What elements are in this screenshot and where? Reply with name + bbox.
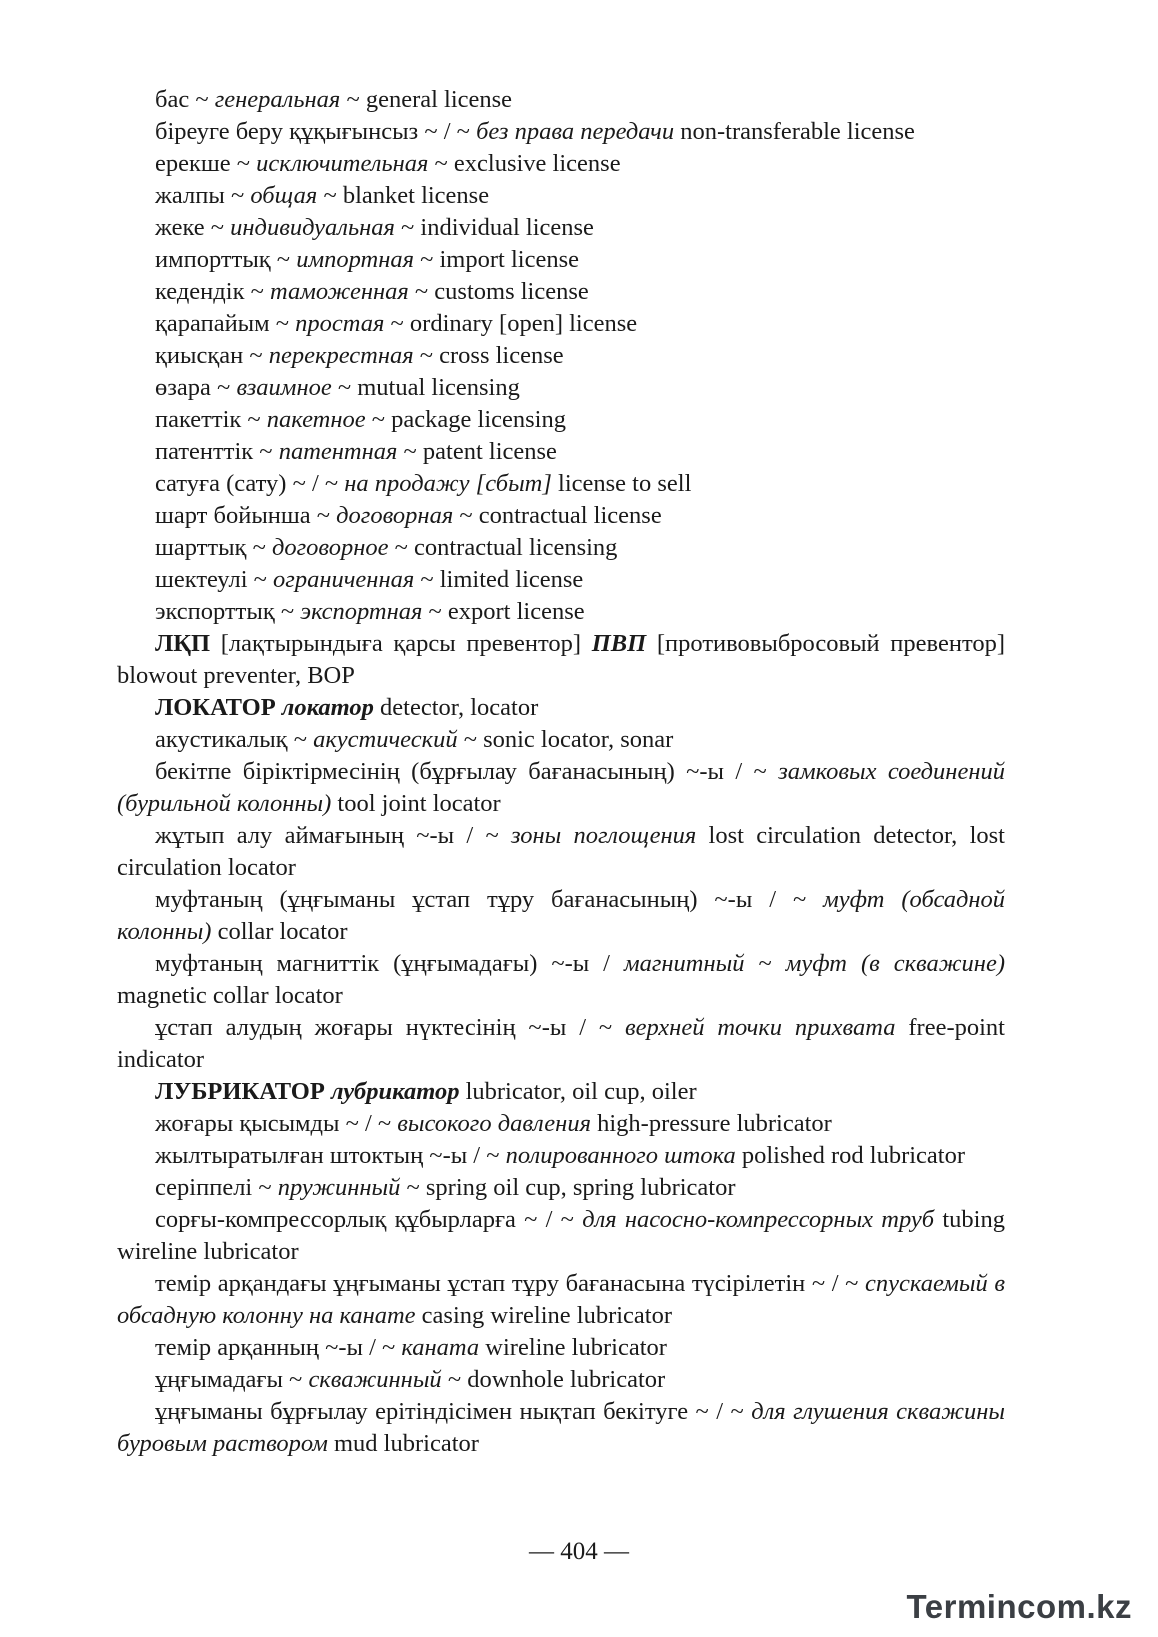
entry-text: шарт бойынша ~ xyxy=(155,502,337,529)
dictionary-entry xyxy=(117,500,1005,532)
dictionary-entry xyxy=(117,1268,1005,1332)
dictionary-entry xyxy=(117,276,1005,308)
dictionary-entry xyxy=(117,1364,1005,1396)
russian-term: спускаемый в обсадную колонну на канате xyxy=(117,1270,1005,1329)
entry-text: ұстап алудың жоғары нүктесінің ~-ы / ~ xyxy=(155,1014,626,1041)
russian-term: зоны поглощения xyxy=(511,822,697,849)
dictionary-entry xyxy=(117,948,1005,1012)
entry-text: tool joint locator xyxy=(331,790,501,817)
watermark-logo: Termincom.kz xyxy=(906,1588,1132,1625)
dictionary-entry xyxy=(117,212,1005,244)
dictionary-entry xyxy=(117,116,1005,148)
headword: ЛОКАТОР xyxy=(155,694,276,721)
entry-text: біреуге беру құқығынсыз ~ / ~ xyxy=(155,118,477,145)
headword: локатор xyxy=(281,694,374,721)
dictionary-entry xyxy=(117,468,1005,500)
russian-term: перекрестная xyxy=(268,342,414,369)
russian-term: для насосно-компрессорных труб xyxy=(582,1206,935,1233)
dictionary-entry xyxy=(117,148,1005,180)
entry-text: бекітпе біріктірмесінің (бұрғылау бағанасының) ~-ы / ~ xyxy=(155,758,779,785)
russian-term: каната xyxy=(401,1334,480,1361)
russian-term: магнитный xyxy=(623,950,745,977)
headword: ЛҚП xyxy=(155,630,211,657)
dictionary-entry xyxy=(117,692,1005,724)
entry-text: қиысқан ~ xyxy=(155,342,269,369)
dictionary-entry xyxy=(117,372,1005,404)
entry-text: бас ~ xyxy=(155,86,215,113)
dictionary-entry xyxy=(117,1140,1005,1172)
entry-text: polished rod lubricator xyxy=(735,1142,965,1169)
dictionary-entry xyxy=(117,84,1005,116)
entry-text: tubing wireline lubricator xyxy=(117,1206,1005,1265)
entry-text: жұтып алу аймағының ~-ы / ~ xyxy=(155,822,512,849)
russian-term: исключительная xyxy=(256,150,429,177)
entry-text: wireline lubricator xyxy=(479,1334,667,1361)
dictionary-entry xyxy=(117,340,1005,372)
russian-term: ограниченная xyxy=(273,566,415,593)
entry-text: муфтаның магниттік (ұңғымадағы) ~-ы / xyxy=(155,950,624,977)
entry-text: ~ downhole lubricator xyxy=(441,1366,666,1393)
entry-text: ~ cross license xyxy=(413,342,564,369)
dictionary-entry xyxy=(117,1332,1005,1364)
dictionary-entry xyxy=(117,1204,1005,1268)
entry-text: mud lubricator xyxy=(327,1430,479,1457)
russian-term: пружинный xyxy=(277,1174,401,1201)
entry-text: жалпы ~ xyxy=(155,182,251,209)
dictionary-entry xyxy=(117,404,1005,436)
entry-text: серіппелі ~ xyxy=(155,1174,278,1201)
entry-text: темір арқанның ~-ы / ~ xyxy=(155,1334,402,1361)
russian-term: договорная xyxy=(336,502,454,529)
entry-text: ~ xyxy=(744,950,786,977)
dictionary-entry xyxy=(117,564,1005,596)
entry-text: ұңғымадағы ~ xyxy=(155,1366,309,1393)
russian-term: скважинный xyxy=(308,1366,442,1393)
entry-text: license to sell xyxy=(551,470,692,497)
entry-text: қарапайым ~ xyxy=(155,310,296,337)
dictionary-entry xyxy=(117,1076,1005,1108)
entry-text: ~ import license xyxy=(414,246,579,273)
entry-text: ұңғыманы бұрғылау ерітіндісімен нықтап бекітуге ~ / ~ xyxy=(155,1398,752,1425)
entry-text: ~ contractual licensing xyxy=(388,534,618,561)
russian-term: импортная xyxy=(296,246,414,273)
entry-text: жоғары қысымды ~ / ~ xyxy=(155,1110,398,1137)
russian-term: верхней точки прихвата xyxy=(625,1014,896,1041)
russian-term: таможенная xyxy=(269,278,409,305)
entry-text: ~ blanket license xyxy=(317,182,490,209)
dictionary-entry xyxy=(117,628,1005,692)
entry-text: high-pressure lubricator xyxy=(590,1110,832,1137)
entry-text: ~ sonic locator, sonar xyxy=(457,726,674,753)
entry-text: ерекше ~ xyxy=(155,150,257,177)
dictionary-entry xyxy=(117,1108,1005,1140)
headword: ПВП xyxy=(591,630,647,657)
entry-text: detector, locator xyxy=(373,694,539,721)
russian-term: простая xyxy=(295,310,385,337)
entry-text: lost circulation detector, lost circulation locator xyxy=(117,822,1005,881)
entry-text: акустикалық ~ xyxy=(155,726,314,753)
entry-text: ~ general license xyxy=(340,86,513,113)
russian-term: индивидуальная xyxy=(230,214,395,241)
entry-text: сатуға (сату) ~ / ~ xyxy=(155,470,345,497)
entry-text: ~ mutual licensing xyxy=(331,374,520,401)
entry-text: шектеулі ~ xyxy=(155,566,274,593)
russian-term: без права передачи xyxy=(476,118,675,145)
entry-text: кедендік ~ xyxy=(155,278,270,305)
dictionary-entry xyxy=(117,532,1005,564)
entry-text: ~ exclusive license xyxy=(428,150,621,177)
entry-text: экспорттық ~ xyxy=(155,598,301,625)
entry-text: жылтыратылған штоктың ~-ы / ~ xyxy=(155,1142,506,1169)
entry-text: патенттік ~ xyxy=(155,438,279,465)
russian-term: патентная xyxy=(278,438,398,465)
russian-term: для глушения скважины буровым раствором xyxy=(117,1398,1006,1457)
russian-term: акустический xyxy=(313,726,458,753)
entry-text: [противовыбросовый превентор] blowout preventer, BOP xyxy=(117,630,1005,689)
dictionary-entry xyxy=(117,436,1005,468)
dictionary-entry xyxy=(117,884,1005,948)
entry-text: ~ contractual license xyxy=(453,502,662,529)
russian-term: муфт (в скважине) xyxy=(785,950,1005,977)
headword: ЛУБРИКАТОР xyxy=(155,1078,325,1105)
entry-text: ~ export license xyxy=(422,598,585,625)
entry-text: lubricator, oil cup, oiler xyxy=(459,1078,697,1105)
dictionary-entry xyxy=(117,756,1005,820)
dictionary-entry xyxy=(117,724,1005,756)
entry-text: casing wireline lubricator xyxy=(415,1302,673,1329)
russian-term: договорное xyxy=(271,534,389,561)
entry-text: magnetic collar locator xyxy=(117,982,343,1009)
dictionary-entry xyxy=(117,1172,1005,1204)
entry-text: пакеттік ~ xyxy=(155,406,267,433)
entry-text: ~ package licensing xyxy=(365,406,566,433)
dictionary-entry xyxy=(117,1012,1005,1076)
entry-text: ~ ordinary [open] license xyxy=(384,310,638,337)
russian-term: замковых соединений (бурильной колонны) xyxy=(117,758,1005,817)
entry-text: импорттық ~ xyxy=(155,246,297,273)
russian-term: муфт (обсадной колонны) xyxy=(117,886,1005,945)
entry-text: шарттық ~ xyxy=(155,534,272,561)
headword: лубрикатор xyxy=(330,1078,460,1105)
entry-text: ~ patent license xyxy=(397,438,557,465)
dictionary-entry xyxy=(117,820,1005,884)
dictionary-entry xyxy=(117,244,1005,276)
entry-text: free-point indicator xyxy=(117,1014,1005,1073)
entry-text: өзара ~ xyxy=(155,374,237,401)
russian-term: экспортная xyxy=(300,598,423,625)
page-number: — 404 — xyxy=(529,1538,629,1565)
russian-term: взаимное xyxy=(236,374,332,401)
russian-term: генеральная xyxy=(214,86,341,113)
russian-term: на продажу [сбыт] xyxy=(344,470,552,497)
dictionary-entry xyxy=(117,180,1005,212)
entry-text: ~ customs license xyxy=(408,278,589,305)
entry-text: жеке ~ xyxy=(155,214,231,241)
entry-text: collar locator xyxy=(211,918,348,945)
dictionary-entry xyxy=(117,308,1005,340)
entry-text: муфтаның (ұңғыманы ұстап тұру бағанасының) ~-ы / ~ xyxy=(155,886,824,913)
russian-term: пакетное xyxy=(266,406,366,433)
entry-text: [лақтырындыға қарсы превентор] xyxy=(210,630,592,657)
entry-text: сорғы-компрессорлық құбырларға ~ / ~ xyxy=(155,1206,583,1233)
dictionary-entry xyxy=(117,596,1005,628)
russian-term: высокого давления xyxy=(397,1110,591,1137)
russian-term: общая xyxy=(250,182,318,209)
russian-term: полированного штока xyxy=(505,1142,736,1169)
entry-text: non-transferable license xyxy=(674,118,915,145)
entry-text: ~ individual license xyxy=(394,214,594,241)
dictionary-entries xyxy=(117,84,1005,1460)
entry-text: темір арқандағы ұңғыманы ұстап тұру бағанасына түсірілетін ~ / ~ xyxy=(155,1270,866,1297)
entry-text: ~ limited license xyxy=(414,566,584,593)
dictionary-entry xyxy=(117,1396,1005,1460)
entry-text: ~ spring oil cup, spring lubricator xyxy=(400,1174,736,1201)
